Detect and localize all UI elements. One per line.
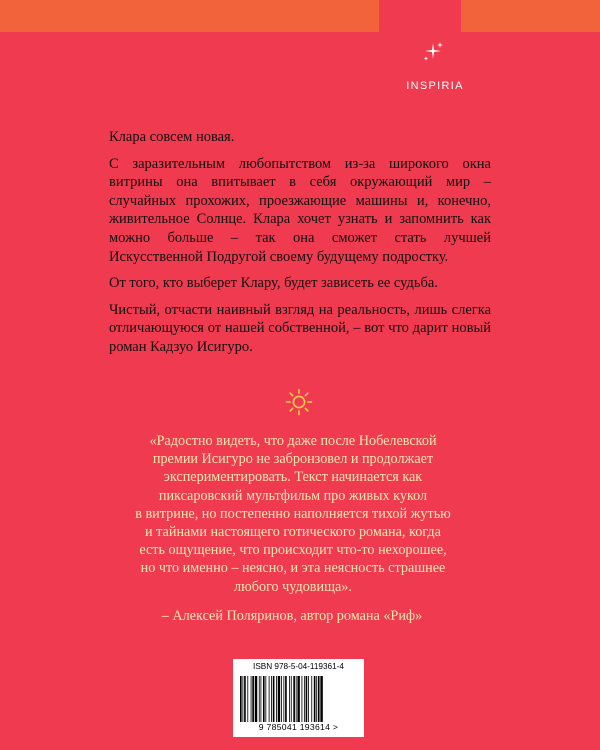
quote-line: премии Исигуро не забронзовел и продолжает xyxy=(152,451,434,468)
barcode-image xyxy=(239,676,358,722)
top-color-band xyxy=(0,0,600,32)
quote-line: но что именно – неясно, и эта неясность страшнее xyxy=(140,560,446,577)
description-paragraph: От того, кто выберет Клару, будет зависеть ее судьба. xyxy=(109,275,438,292)
description-paragraph: Клара совсем новая. xyxy=(109,129,235,145)
quote-line: есть ощущение, что происходит что-то нехорошее, xyxy=(139,542,447,559)
quote-line: «Радостно видеть, что даже после Нобелевской xyxy=(149,433,437,449)
publisher-logo xyxy=(400,40,500,100)
quote-line: любого чудовища». xyxy=(234,578,352,595)
sparkle-stars-icon xyxy=(421,40,445,64)
quote-line: пиксаровский мультфильм про живых кукол xyxy=(158,487,428,504)
review-quote xyxy=(128,432,458,596)
quote-attribution: – Алексей Поляринов, автор романа «Риф» xyxy=(161,608,423,624)
book-description xyxy=(109,128,491,365)
sun-icon xyxy=(285,388,313,416)
header-tab xyxy=(379,0,461,42)
quote-line: и тайнами настоящего готического романа, когда xyxy=(145,524,441,541)
quote-line: экспериментировать. Текст начинается как xyxy=(163,469,423,486)
isbn-label: ISBN 978-5-04-119361-4 xyxy=(253,662,344,671)
description-paragraph: Чистый, отчасти наивный взгляд на реальность, лишь слегка отличающуюся от нашей собственной, – вот что дарит новый роман Кадзуо Исигуро. xyxy=(109,301,491,355)
quote-line: в витрине, но постепенно наполняется тихой жутью xyxy=(135,505,451,522)
barcode-block xyxy=(233,659,364,737)
publisher-name: INSPIRIA xyxy=(406,80,464,92)
description-paragraph: С заразительным любопытством из-за широкого окна витрины она впитывает в себя окружающий мир – случайных прохожих, проезжающие машины и, конечно, живительное Солнце. Клара хочет узнать и запомнить как можно больше – так она сможет стать лучшей Искусственной Подругой своему будущему подростку. xyxy=(109,155,491,265)
barcode-digits: 9 785041 193614 > xyxy=(258,722,339,732)
